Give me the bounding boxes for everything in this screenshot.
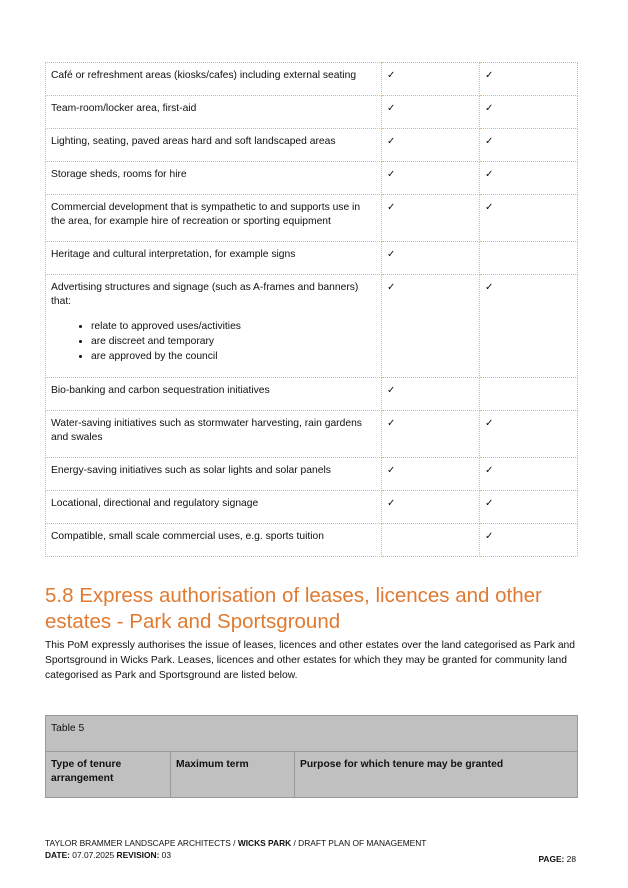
checkmark-icon: ✓ — [387, 418, 396, 429]
use-description — [46, 491, 382, 524]
permitted-col-a-cell — [382, 275, 480, 378]
use-description-text: Locational, directional and regulatory signage — [51, 498, 259, 509]
permitted-uses-table — [45, 62, 578, 557]
uses-table-row — [46, 378, 578, 411]
checkmark-icon: ✓ — [485, 103, 494, 114]
checkmark-icon: ✓ — [387, 249, 396, 260]
use-description-text: Team-room/locker area, first-aid — [51, 103, 197, 114]
section-intro: This PoM expressly authorises the issue of leases, licences and other estates over the land categorised as Park and Sportsground in Wicks Park. Leases, licences and other estates for which they may be granted for community land categorised as Park and Sportsground are listed below. — [45, 640, 576, 681]
use-conditions-list — [51, 319, 376, 364]
use-description — [46, 242, 382, 275]
use-condition-item: • relate to approved uses/activities — [91, 319, 376, 334]
use-description-text: Commercial development that is sympathetic to and supports use in the area, for example hire of recreation or sporting equipment — [51, 202, 361, 227]
use-description-text: Energy-saving initiatives such as solar lights and solar panels — [51, 465, 331, 476]
use-condition-item: • are approved by the council — [91, 349, 376, 364]
permitted-col-b-cell — [480, 378, 578, 411]
uses-table-row — [46, 458, 578, 491]
permitted-col-a-cell — [382, 162, 480, 195]
section-heading: 5.8 Express authorisation of leases, licences and other estates - Park and Sportsground — [45, 584, 542, 633]
footer-revision-value: 03 — [159, 850, 172, 860]
uses-table-row — [46, 129, 578, 162]
permitted-col-a-cell — [382, 195, 480, 242]
use-description — [46, 524, 382, 557]
permitted-col-a-cell — [382, 242, 480, 275]
use-description-text: Water-saving initiatives such as stormwater harvesting, rain gardens and swales — [51, 418, 362, 443]
permitted-uses-table-body — [46, 63, 578, 557]
checkmark-icon: ✓ — [485, 498, 494, 509]
permitted-col-b-cell — [480, 63, 578, 96]
use-description — [46, 458, 382, 491]
checkmark-icon: ✓ — [387, 202, 396, 213]
uses-table-row — [46, 242, 578, 275]
use-description-text: Heritage and cultural interpretation, for example signs — [51, 249, 296, 260]
uses-table-row — [46, 411, 578, 458]
page-footer — [45, 837, 585, 864]
checkmark-icon: ✓ — [387, 136, 396, 147]
use-description — [46, 411, 382, 458]
footer-page-number — [538, 853, 576, 865]
checkmark-icon: ✓ — [387, 103, 396, 114]
checkmark-icon: ✓ — [485, 70, 494, 81]
permitted-col-a-cell — [382, 378, 480, 411]
checkmark-icon: ✓ — [485, 465, 494, 476]
use-description — [46, 63, 382, 96]
checkmark-icon: ✓ — [485, 418, 494, 429]
permitted-col-a-cell — [382, 411, 480, 458]
permitted-col-b-cell — [480, 491, 578, 524]
tenure-header-purpose: Purpose for which tenure may be granted — [295, 752, 578, 798]
uses-table-row — [46, 96, 578, 129]
permitted-col-b-cell — [480, 524, 578, 557]
permitted-col-a-cell — [382, 129, 480, 162]
use-description — [46, 96, 382, 129]
footer-doc-type: / DRAFT PLAN OF MANAGEMENT — [291, 838, 427, 848]
uses-table-row — [46, 491, 578, 524]
checkmark-icon: ✓ — [387, 282, 396, 293]
use-description — [46, 275, 382, 378]
permitted-col-a-cell — [382, 96, 480, 129]
permitted-col-b-cell — [480, 458, 578, 491]
footer-revision-label: REVISION: — [116, 850, 160, 860]
tenure-table-caption: Table 5 — [46, 716, 578, 752]
use-description-text: Advertising structures and signage (such as A-frames and banners) that: — [51, 282, 359, 307]
permitted-col-a-cell — [382, 63, 480, 96]
footer-date-label: DATE: — [45, 850, 70, 860]
use-description — [46, 195, 382, 242]
checkmark-icon: ✓ — [387, 498, 396, 509]
permitted-col-b-cell — [480, 96, 578, 129]
tenure-table-caption-row — [46, 716, 578, 752]
footer-line-2 — [45, 849, 585, 861]
permitted-col-a-cell — [382, 524, 480, 557]
use-description — [46, 129, 382, 162]
use-condition-item: • are discreet and temporary — [91, 334, 376, 349]
use-description-text: Bio-banking and carbon sequestration initiatives — [51, 385, 270, 396]
use-description-text: Lighting, seating, paved areas hard and soft landscaped areas — [51, 136, 336, 147]
checkmark-icon: ✓ — [387, 465, 396, 476]
checkmark-icon: ✓ — [485, 169, 494, 180]
footer-company: TAYLOR BRAMMER LANDSCAPE ARCHITECTS / — [45, 838, 238, 848]
footer-date-value: 07.07.2025 — [69, 850, 117, 860]
checkmark-icon: ✓ — [485, 282, 494, 293]
use-description-text: Storage sheds, rooms for hire — [51, 169, 187, 180]
checkmark-icon: ✓ — [387, 169, 396, 180]
permitted-col-b-cell — [480, 195, 578, 242]
use-description-text: Café or refreshment areas (kiosks/cafes) including external seating — [51, 70, 357, 81]
checkmark-icon: ✓ — [485, 531, 494, 542]
permitted-col-b-cell — [480, 162, 578, 195]
footer-line-1 — [45, 837, 585, 849]
footer-page-label: PAGE: — [538, 854, 565, 864]
checkmark-icon: ✓ — [387, 385, 396, 396]
permitted-col-b-cell — [480, 275, 578, 378]
uses-table-row — [46, 524, 578, 557]
tenure-header-type: Type of tenure arrangement — [46, 752, 171, 798]
use-description — [46, 162, 382, 195]
tenure-table-header-row — [46, 752, 578, 798]
permitted-col-b-cell — [480, 242, 578, 275]
uses-table-row — [46, 195, 578, 242]
use-description-text: Compatible, small scale commercial uses, e.g. sports tuition — [51, 531, 324, 542]
checkmark-icon: ✓ — [485, 136, 494, 147]
permitted-col-a-cell — [382, 458, 480, 491]
permitted-col-b-cell — [480, 129, 578, 162]
permitted-col-b-cell — [480, 411, 578, 458]
uses-table-row — [46, 275, 578, 378]
permitted-col-a-cell — [382, 491, 480, 524]
checkmark-icon: ✓ — [387, 70, 396, 81]
uses-table-row — [46, 162, 578, 195]
use-description — [46, 378, 382, 411]
tenure-table — [45, 715, 578, 798]
footer-page-value: 28 — [564, 854, 576, 864]
uses-table-row — [46, 63, 578, 96]
checkmark-icon: ✓ — [485, 202, 494, 213]
tenure-header-term: Maximum term — [171, 752, 295, 798]
footer-project: WICKS PARK — [237, 838, 292, 848]
